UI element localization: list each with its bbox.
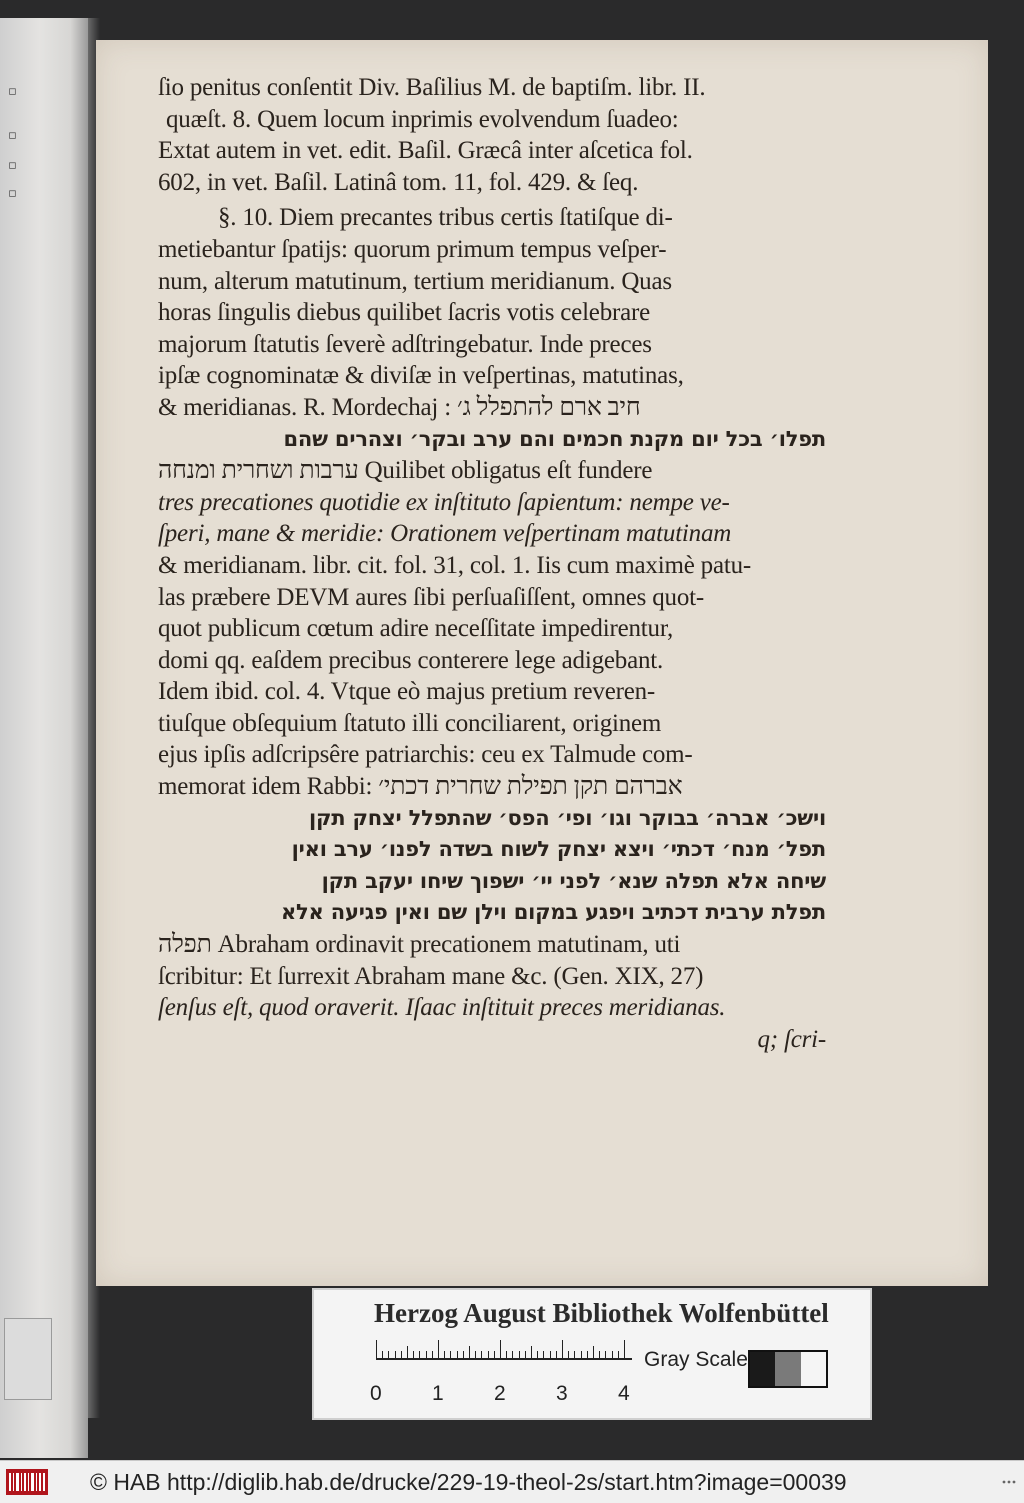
library-name: Herzog August Bibliothek Wolfenbüttel: [374, 1298, 829, 1328]
text-line: memorat idem Rabbi: אברהם תקן תפילת שחרית דכתי׳: [158, 773, 683, 801]
text-line: ſenſus eſt, quod oraverit. Iſaac inſtituit preces meridianas.: [158, 994, 726, 1022]
text-line: tiuſque obſequium ſtatuto illi conciliarent, originem: [158, 709, 662, 737]
text-line: ערבות ושחרית ומנחה Quilibet obligatus eſt fundere: [158, 457, 653, 485]
ruler-tick: [457, 1351, 458, 1358]
ruler-tick: [537, 1351, 538, 1358]
ruler-tick: [481, 1351, 482, 1358]
text-line: תפלה Abraham ordinavit precationem matutinam, uti: [158, 931, 681, 959]
scale-ruler: [376, 1340, 632, 1376]
ruler-tick: [550, 1351, 551, 1358]
text-line: quæſt. 8. Quem locum inprimis evolvendum ſuadeo:: [166, 105, 679, 133]
ruler-tick: [556, 1351, 557, 1358]
text-line: ejus ipſis adſcripsêre patriarchis: ceu ex Talmude com-: [158, 741, 693, 769]
book-page: [96, 40, 988, 1286]
hebrew-line: שיחה אלא תפלה שנא׳ לפני יי׳ ישפוך שיחו יעקב תקן: [321, 868, 826, 893]
ruler-number: 0: [370, 1382, 382, 1405]
gray-swatch-dark: [750, 1352, 775, 1386]
text-line: Extat autem in vet. edit. Baſil. Græcâ inter aſcetica fol.: [158, 137, 693, 165]
ruler-tick: [401, 1351, 402, 1358]
page-text: [158, 72, 826, 1055]
text-line: domi qq. eaſdem precibus conterere lege adigebant.: [158, 646, 664, 674]
ruler-tick: [475, 1351, 476, 1358]
ruler-number: 1: [432, 1382, 444, 1405]
ruler-tick: [382, 1351, 383, 1358]
ruler-number: 4: [618, 1382, 630, 1405]
facing-page-edge: ▫ ▫ ▫ ▫: [0, 18, 88, 1458]
ruler-tick: [519, 1351, 520, 1358]
barcode-icon: [6, 1469, 48, 1495]
ruler-tick: [407, 1346, 408, 1358]
ruler-number: 3: [556, 1382, 568, 1405]
text-line: Idem ibid. col. 4. Vtque eò majus pretium reveren-: [158, 678, 656, 706]
ruler-tick: [605, 1351, 606, 1358]
ruler-tick: [543, 1351, 544, 1358]
text-line: ſperi, mane & meridie: Orationem veſpertinam matutinam: [158, 520, 732, 548]
shelf-label: [4, 1318, 52, 1400]
text-line: & meridianam. libr. cit. fol. 31, col. 1. Iis cum maximè patu-: [158, 551, 752, 579]
ruler-tick: [599, 1351, 600, 1358]
text-line: & meridianas. R. Mordechaj : חיב ארם להתפלל ג׳: [158, 393, 641, 421]
ruler-tick: [444, 1351, 445, 1358]
copyright-text: © HAB http://diglib.hab.de/drucke/229-19-theol-2s/start.htm?image=00039: [90, 1469, 847, 1495]
catchword: q; ſcri-: [757, 1025, 826, 1053]
ruler-baseline: [376, 1358, 632, 1360]
text-line: quot publicum cœtum adire neceſſitate impedirentur,: [158, 615, 674, 643]
ruler-tick: [469, 1346, 470, 1358]
text-line: ſio penitus conſentit Div. Baſilius M. de baptiſm. libr. II.: [158, 74, 706, 101]
ruler-tick: [525, 1351, 526, 1358]
ruler-tick: [463, 1351, 464, 1358]
gray-scale-label: Gray Scale: [644, 1348, 748, 1371]
text-line: majorum ſtatutis ſeverè adſtringebatur. Inde preces: [158, 330, 652, 358]
ruler-tick: [587, 1351, 588, 1358]
ruler-tick: [388, 1351, 389, 1358]
text-line: horas ſingulis diebus quilibet ſacris votis celebrare: [158, 299, 651, 327]
ruler-tick: [612, 1351, 613, 1358]
text-line: metiebantur ſpatijs: quorum primum tempus veſper-: [158, 235, 667, 263]
copyright-bar: [0, 1460, 1024, 1503]
ruler-tick: [450, 1351, 451, 1358]
dots-icon: [1002, 1479, 1016, 1485]
ruler-number: 2: [494, 1382, 506, 1405]
ruler-tick: [432, 1351, 433, 1358]
text-line: num, alterum matutinum, tertium meridianum. Quas: [158, 267, 672, 295]
ruler-tick: [593, 1346, 594, 1358]
ruler-tick: [624, 1340, 625, 1358]
ruler-tick: [500, 1340, 501, 1358]
text-line: las præbere DEVM aures ſibi perſuaſiſſent, omnes quot-: [158, 583, 705, 611]
hebrew-line: תפל׳ מנח׳ דכתי׳ ויצא יצחק לשוח בשדה לפנו׳ ערב ואין: [291, 837, 826, 862]
hebrew-line: תפלו׳ בכל יום מקנת חכמים והם ערב ובקר׳ וצהרים שהם: [283, 426, 826, 451]
text-line: ſcribitur: Et ſurrexit Abraham mane &c. (Gen. XIX, 27): [158, 962, 704, 990]
gray-swatch-light: [801, 1352, 826, 1386]
text-line: tres precationes quotidie ex inſtituto ſapientum: nempe ve-: [158, 488, 730, 516]
ruler-tick: [562, 1340, 563, 1358]
ruler-tick: [574, 1351, 575, 1358]
hebrew-line: וישכ׳ אברה׳ בבוקר וגו׳ ופי׳ הפס׳ שהתפלל יצחק תקן: [308, 805, 826, 830]
ruler-numbers: [370, 1382, 650, 1410]
ruler-tick: [413, 1351, 414, 1358]
ruler-tick: [488, 1351, 489, 1358]
ruler-tick: [395, 1351, 396, 1358]
text-line: ipſæ cognominatæ & diviſæ in veſpertinas, matutinas,: [158, 362, 684, 390]
text-line: 602, in vet. Baſil. Latinâ tom. 11, fol. 429. & ſeq.: [158, 168, 639, 196]
ruler-tick: [568, 1351, 569, 1358]
ruler-tick: [531, 1346, 532, 1358]
ruler-tick: [376, 1340, 377, 1358]
ruler-tick: [506, 1351, 507, 1358]
hebrew-line: תפלת ערבית דכתיב ויפגע במקום וילן שם ואין פגיעה אלא: [280, 900, 826, 925]
ruler-tick: [618, 1351, 619, 1358]
ruler-tick: [426, 1351, 427, 1358]
ruler-tick: [494, 1351, 495, 1358]
ruler-tick: [419, 1351, 420, 1358]
ruler-tick: [438, 1340, 439, 1358]
ruler-tick: [581, 1351, 582, 1358]
ruler-tick: [512, 1351, 513, 1358]
gray-swatch-mid: [775, 1352, 800, 1386]
text-line: §. 10. Diem precantes tribus certis ſtatiſque di-: [218, 204, 673, 232]
hab-color-bar: [312, 1288, 872, 1420]
gray-scale-swatches: [748, 1350, 828, 1388]
